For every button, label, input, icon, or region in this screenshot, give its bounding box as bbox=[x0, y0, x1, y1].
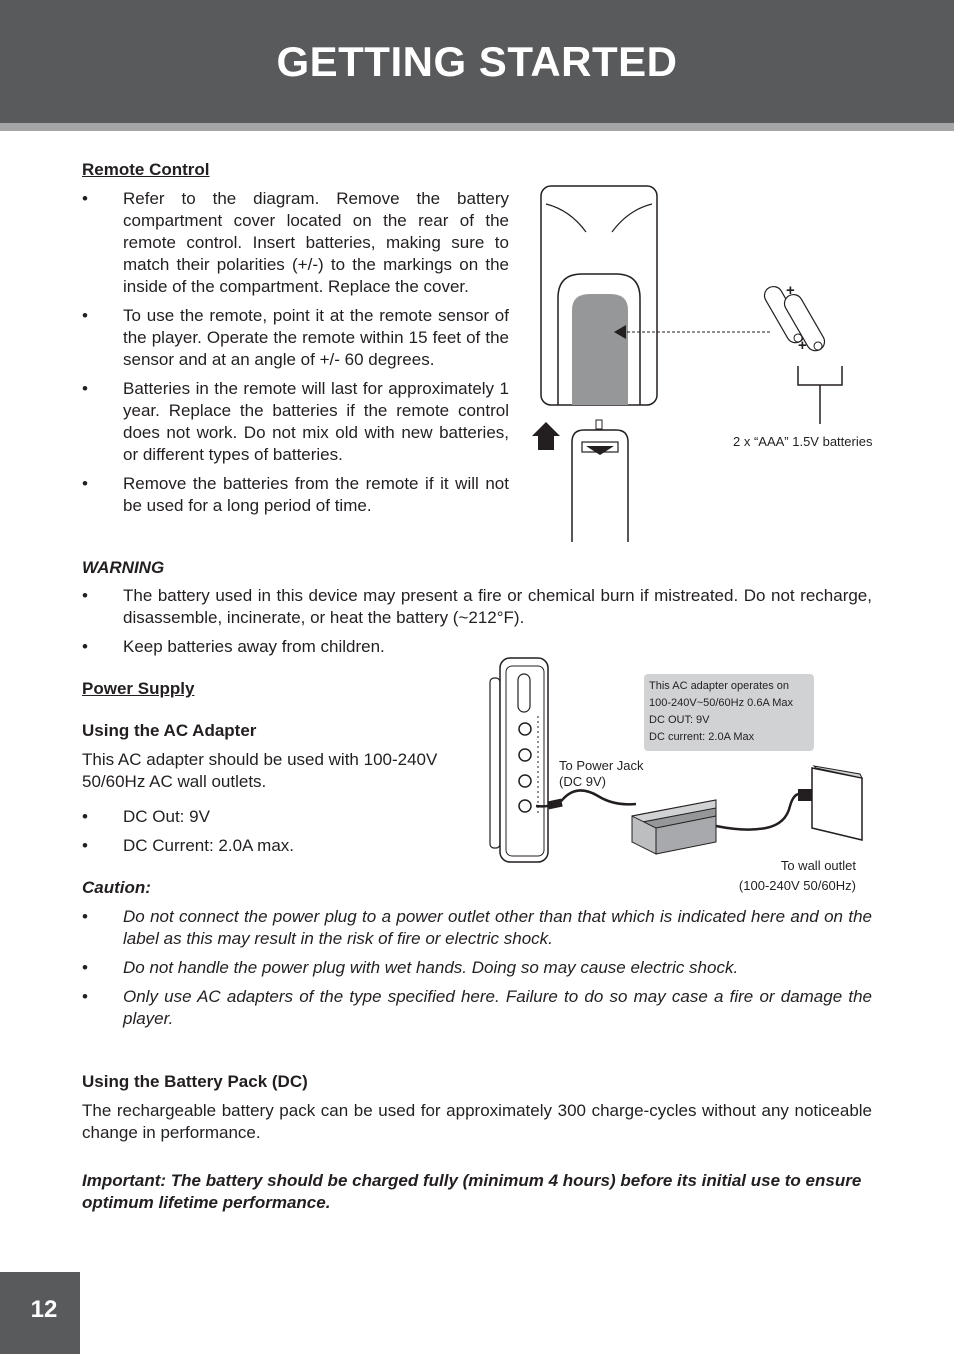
remote-control-list bbox=[82, 188, 509, 524]
battery-plus-sign-2: + bbox=[798, 337, 807, 354]
list-item: • Only use AC adapters of the type specified here. Failure to do so may case a fire or damage the player. bbox=[82, 987, 872, 1028]
important-note: Important: The battery should be charged fully (minimum 4 hours) before its initial use to ensure optimum lifetime performance. bbox=[82, 1171, 862, 1212]
remote-battery-diagram bbox=[530, 180, 880, 550]
list-item: • DC Current: 2.0A max. bbox=[82, 836, 295, 855]
list-item: • Do not connect the power plug to a power outlet other than that which is indicated here and on the label as this may result in the risk of fire or electric shock. bbox=[82, 907, 872, 948]
remote-back-illustration bbox=[541, 186, 657, 405]
warning-heading: WARNING bbox=[82, 558, 165, 577]
header-stripe bbox=[0, 123, 954, 131]
ac-adapter-text: This AC adapter should be used with 100-240V 50/60Hz AC wall outlets. bbox=[82, 750, 438, 791]
wall-outlet-illustration bbox=[812, 766, 862, 840]
list-item: • The battery used in this device may present a fire or chemical burn if mistreated. Do not recharge, disassemble, incinerate, or heat the battery (~212°F). bbox=[82, 586, 872, 627]
page-title: GETTING STARTED bbox=[276, 38, 678, 85]
adapter-spec-box: This AC adapter operates on 100-240V~50/60Hz 0.6A Max DC OUT: 9V DC current: 2.0A Max bbox=[644, 674, 814, 751]
power-cable bbox=[536, 790, 636, 809]
adapter-brick bbox=[632, 800, 716, 854]
up-arrow-icon bbox=[532, 422, 560, 450]
battery-pack-heading: Using the Battery Pack (DC) bbox=[82, 1072, 308, 1091]
list-item: • To use the remote, point it at the remote sensor of the player. Operate the remote within 15 feet of the sensor and at an angle of +/- 60 degrees. bbox=[82, 306, 509, 369]
list-item: • Refer to the diagram. Remove the battery compartment cover located on the rear of the remote control. Insert batteries, making sure to match their polarities (+/-) to the markings on the inside of the compartment. Replace the cover. bbox=[82, 189, 509, 296]
list-item: • DC Out: 9V bbox=[82, 807, 210, 826]
warning-list bbox=[82, 585, 872, 665]
caution-list bbox=[82, 906, 872, 1037]
wall-cable bbox=[716, 789, 812, 830]
remote-control-heading: Remote Control bbox=[82, 160, 210, 179]
ac-adapter-list bbox=[82, 806, 462, 864]
page-number: 12 bbox=[30, 1296, 58, 1323]
list-item: • Do not handle the power plug with wet hands. Doing so may cause electric shock. bbox=[82, 958, 739, 977]
power-jack-label: To Power Jack (DC 9V) bbox=[559, 758, 644, 789]
remote-front-illustration bbox=[572, 420, 628, 542]
battery-label: 2 x “AAA” 1.5V batteries bbox=[733, 434, 873, 449]
battery-pack-text: The rechargeable battery pack can be used for approximately 300 charge-cycles without any noticeable change in performance. bbox=[82, 1101, 872, 1142]
battery-plus-sign-1: + bbox=[786, 282, 795, 299]
list-item: • Remove the batteries from the remote if it will not be used for a long period of time. bbox=[82, 474, 509, 515]
ac-adapter-heading: Using the AC Adapter bbox=[82, 721, 257, 740]
wall-outlet-label: To wall outlet (100-240V 50/60Hz) bbox=[738, 858, 856, 893]
list-item: • Keep batteries away from children. bbox=[82, 637, 385, 656]
list-item: • Batteries in the remote will last for approximately 1 year. Replace the batteries if the remote control does not work. Do not mix old with new batteries, or different types of batteries. bbox=[82, 379, 509, 464]
player-side-illustration bbox=[490, 658, 548, 862]
batteries-illustration bbox=[761, 282, 842, 424]
caution-heading: Caution: bbox=[82, 878, 151, 897]
power-supply-heading: Power Supply bbox=[82, 679, 195, 698]
